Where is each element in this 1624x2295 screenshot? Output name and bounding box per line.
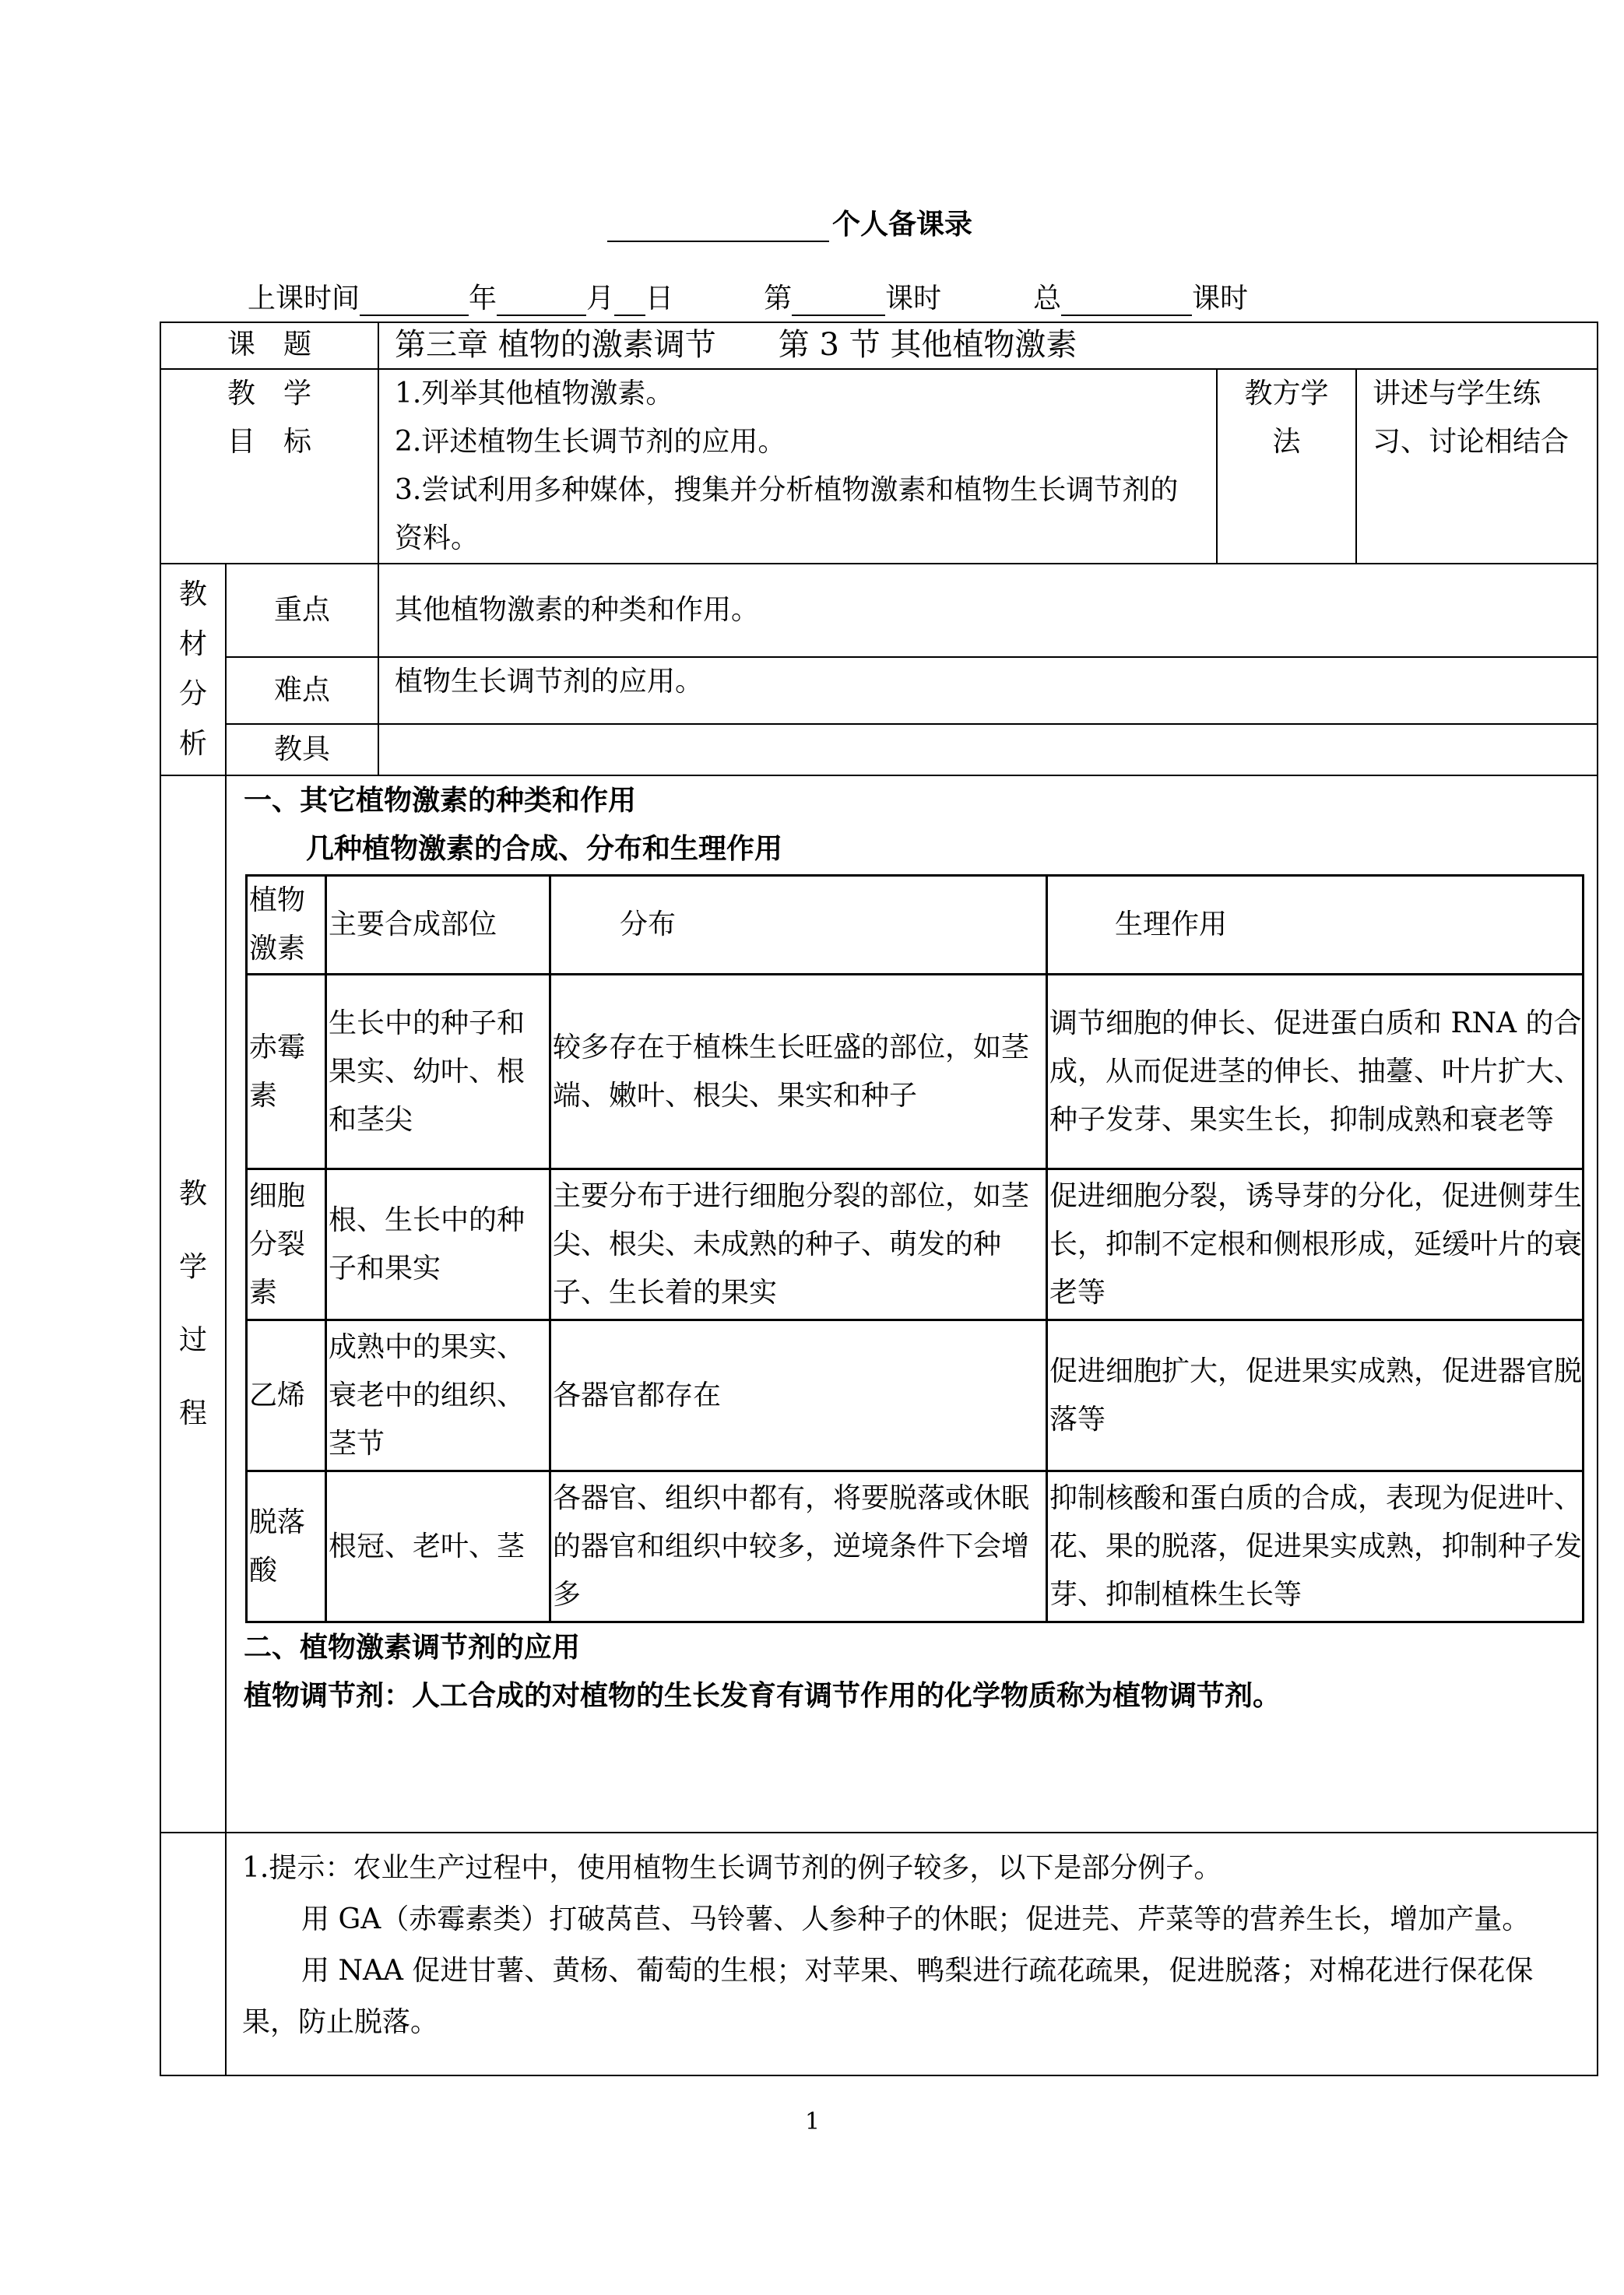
hormone-name: 脱落酸 (247, 1471, 326, 1622)
hormone-function: 调节细胞的伸长、促进蛋白质和 RNA 的合成，从而促进茎的伸长、抽薹、叶片扩大、种子发芽、果实生长，抑制成熟和衰老等 (1047, 975, 1584, 1169)
period-suffix: 课时 (885, 283, 942, 315)
hormone-function: 促进细胞扩大，促进果实成熟，促进器官脱落等 (1047, 1320, 1584, 1471)
month-label: 月 (586, 283, 615, 315)
difficulty-label: 难点 (226, 657, 378, 724)
page-number: 1 (805, 2108, 821, 2135)
period-prefix: 第 (764, 283, 793, 315)
method-value: 讲述与学生练习、讨论相结合 (1356, 369, 1598, 564)
section1-title: 一、其它植物激素的种类和作用 (244, 784, 637, 817)
analysis-label: 教材分析 (160, 564, 226, 775)
header-function: 生理作用 (1047, 876, 1584, 975)
day-blank (614, 283, 645, 316)
table-row (247, 1320, 1584, 1471)
section2-definition: 植物调节剂：人工合成的对植物的生长发育有调节作用的化学物质称为植物调节剂。 (244, 1679, 1281, 1712)
topic-value: 第三章 植物的激素调节 第 3 节 其他植物激素 (378, 322, 1598, 369)
table-row (247, 1169, 1584, 1320)
goals-label-line-2: 目 标 (227, 426, 312, 458)
table-row (247, 975, 1584, 1169)
process-label: 教学过程 (160, 775, 226, 1833)
section1-subtitle: 几种植物激素的合成、分布和生理作用 (306, 832, 783, 865)
goal-item: 1.列举其他植物激素。 (395, 378, 674, 409)
topic-label: 课 题 (160, 322, 378, 369)
title-blank-line (607, 206, 829, 242)
hormone-table-header (247, 876, 1584, 975)
method-label: 教方学法 (1217, 369, 1356, 564)
hormone-distribution: 各器官都存在 (550, 1320, 1047, 1471)
goals-list (378, 369, 1217, 564)
tips-side-cell (160, 1833, 226, 2075)
hormone-function: 促进细胞分裂，诱导芽的分化，促进侧芽生长，抑制不定根和侧根形成，延缓叶片的衰老等 (1047, 1169, 1584, 1320)
key-row (160, 564, 1598, 657)
tools-value (378, 724, 1598, 775)
title-text: 个人备课录 (832, 208, 973, 241)
hormone-function: 抑制核酸和蛋白质的合成，表现为促进叶、花、果的脱落，促进果实成熟，抑制种子发芽、抑制植株生长等 (1047, 1471, 1584, 1622)
topic-row (160, 322, 1598, 369)
tools-label: 教具 (226, 724, 378, 775)
key-label: 重点 (226, 564, 378, 657)
process-row (160, 775, 1598, 1833)
total-suffix: 课时 (1192, 283, 1249, 315)
total-prefix: 总 (1033, 283, 1062, 315)
difficulty-value: 植物生长调节剂的应用。 (378, 657, 1598, 724)
hormone-table (245, 874, 1584, 1623)
hormone-name: 乙烯 (247, 1320, 326, 1471)
tips-row (160, 1833, 1598, 2075)
goal-item: 2.评述植物生长调节剂的应用。 (395, 426, 786, 458)
class-time-line (248, 277, 1248, 316)
year-label: 年 (469, 283, 497, 315)
hormone-name: 赤霉素 (247, 975, 326, 1169)
lesson-plan-table (160, 322, 1598, 2076)
hormone-distribution: 各器官、组织中都有，将要脱落或休眠的器官和组织中较多，逆境条件下会增多 (550, 1471, 1047, 1622)
page-title (607, 199, 1028, 242)
hormone-distribution: 较多存在于植株生长旺盛的部位，如茎端、嫩叶、根尖、果实和种子 (550, 975, 1047, 1169)
table-row (247, 1471, 1584, 1622)
total-blank (1061, 283, 1192, 316)
goal-item: 3.尝试利用多种媒体，搜集并分析植物激素和植物生长调节剂的资料。 (395, 474, 1179, 554)
goals-label (160, 369, 378, 564)
year-blank (360, 283, 469, 316)
tools-row (160, 724, 1598, 775)
hormone-site: 生长中的种子和果实、幼叶、根和茎尖 (326, 975, 550, 1169)
header-hormone: 植物激素 (247, 876, 326, 975)
goals-label-line-1: 教 学 (227, 378, 312, 409)
hormone-site: 根、生长中的种子和果实 (326, 1169, 550, 1320)
tips-content (226, 1833, 1598, 2075)
time-label: 上课时间 (248, 283, 360, 315)
month-blank (497, 283, 586, 316)
hormone-site: 根冠、老叶、茎 (326, 1471, 550, 1622)
day-label: 日 (645, 283, 674, 315)
section2-title: 二、植物激素调节剂的应用 (244, 1631, 581, 1664)
hormone-site: 成熟中的果实、衰老中的组织、茎节 (326, 1320, 550, 1471)
tip-paragraph: 1.提示：农业生产过程中，使用植物生长调节剂的例子较多，以下是部分例子。 (242, 1852, 1222, 1884)
period-blank (792, 283, 885, 316)
key-value: 其他植物激素的种类和作用。 (378, 564, 1598, 657)
hormone-name: 细胞分裂素 (247, 1169, 326, 1320)
tip-paragraph: 用 GA（赤霉素类）打破莴苣、马铃薯、人参种子的休眠；促进芫、芹菜等的营养生长，增加产量。 (301, 1903, 1531, 1935)
hormone-distribution: 主要分布于进行细胞分裂的部位，如茎尖、根尖、未成熟的种子、萌发的种子、生长着的果实 (550, 1169, 1047, 1320)
header-site: 主要合成部位 (326, 876, 550, 975)
header-distribution: 分布 (550, 876, 1047, 975)
process-content (226, 775, 1598, 1833)
tip-paragraph: 用 NAA 促进甘薯、黄杨、葡萄的生根；对苹果、鸭梨进行疏花疏果，促进脱落；对棉花进行保花保果，防止脱落。 (242, 1955, 1534, 2038)
goals-row (160, 369, 1598, 564)
difficulty-row (160, 657, 1598, 724)
